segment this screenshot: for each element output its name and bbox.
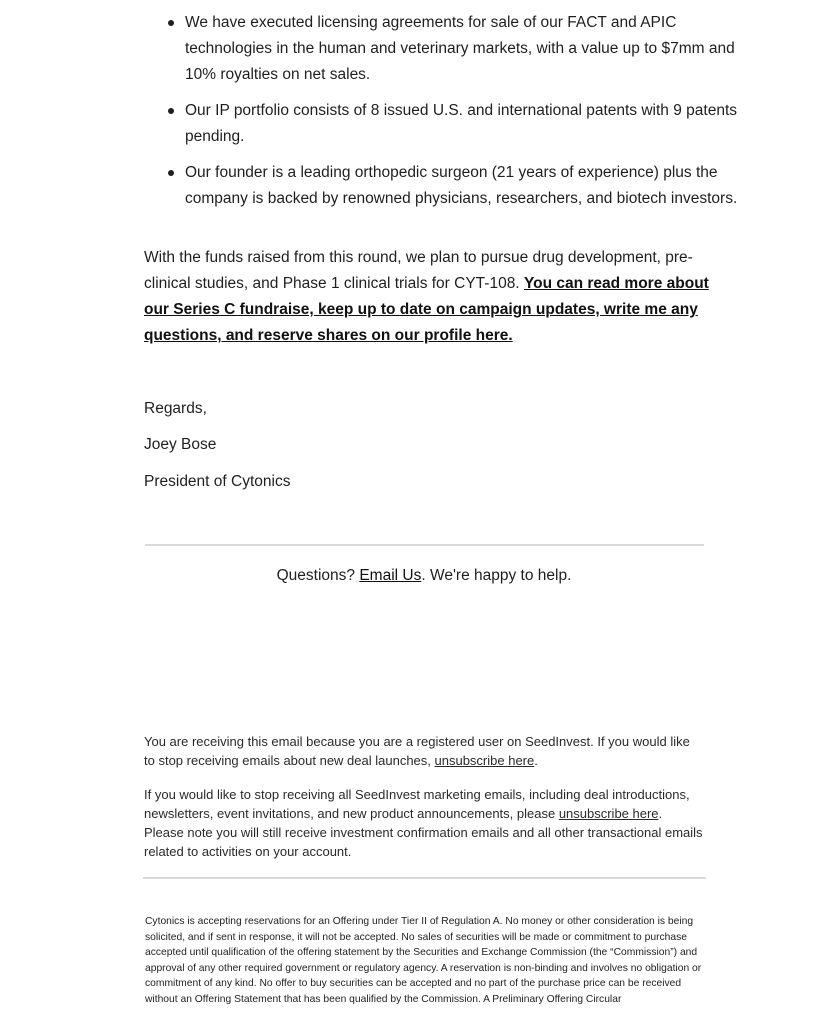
funds-text: With the funds raised from this round, we plan to pursue drug development, pre-clinical studies, and Phase 1 clinical trials for CYT-108. bbox=[144, 249, 693, 292]
questions-line bbox=[144, 566, 704, 586]
funds-paragraph bbox=[144, 245, 712, 349]
footer-notice-text: If you would like to stop receiving all SeedInvest marketing emails, including deal introductions, newsletters, event invitations, and new product announcements, please bbox=[144, 787, 690, 821]
signature-regards: Regards, bbox=[144, 400, 207, 417]
footer-notice-text: You are receiving this email because you are a registered user on SeedInvest. If you would like to stop receiving emails about new deal launches, bbox=[144, 734, 690, 768]
footer-notice-end: . Please note you will still receive investment confirmation emails and all other transactional emails related to activities on your account. bbox=[144, 806, 703, 859]
questions-suffix: . We're happy to help. bbox=[421, 567, 572, 584]
list-item: Our founder is a leading orthopedic surgeon (21 years of experience) plus the company is backed by renowned physicians, researchers, and biotech investors. bbox=[185, 160, 755, 212]
footer-notice-end: . bbox=[534, 753, 538, 768]
divider bbox=[143, 877, 706, 879]
list-item: Our IP portfolio consists of 8 issued U.S. and international patents with 9 patents pending. bbox=[185, 98, 755, 150]
questions-prefix: Questions? bbox=[276, 567, 360, 584]
email-us-link[interactable]: Email Us bbox=[359, 567, 422, 584]
footer-notice-all bbox=[144, 785, 704, 861]
unsubscribe-all-link[interactable]: unsubscribe here bbox=[558, 806, 659, 821]
unsubscribe-deals-link[interactable]: unsubscribe here bbox=[434, 753, 535, 768]
legal-disclaimer: Cytonics is accepting reservations for an Offering under Tier II of Regulation A. No money or other consideration is being solicited, and if sent in response, it will not be accepted. No sales of securities will be made or commitment to purchase accepted until qualification of the offering statement by the Securities and Exchange Commission (the “Commission”) and approval of any other required government or regulatory agency. A reservation is non-binding and involves no obligation or commitment of any kind. No offer to buy securities can be accepted and no part of the purchase price can be received without an Offering Statement that has been qualified by the Commission. A Preliminary Offering Circular bbox=[145, 916, 702, 1005]
highlights-list bbox=[144, 10, 755, 222]
profile-link[interactable]: You can read more about our Series C fundraise, keep up to date on campaign updates, write me any questions, and reserve shares on our profile here. bbox=[144, 275, 709, 344]
signature-title: President of Cytonics bbox=[144, 473, 291, 490]
signature-name: Joey Bose bbox=[144, 436, 217, 453]
footer-notice-deals bbox=[144, 732, 704, 770]
divider bbox=[145, 544, 704, 546]
list-item: We have executed licensing agreements for sale of our FACT and APIC technologies in the human and veterinary markets, with a value up to $7mm and 10% royalties on net sales. bbox=[185, 10, 755, 88]
